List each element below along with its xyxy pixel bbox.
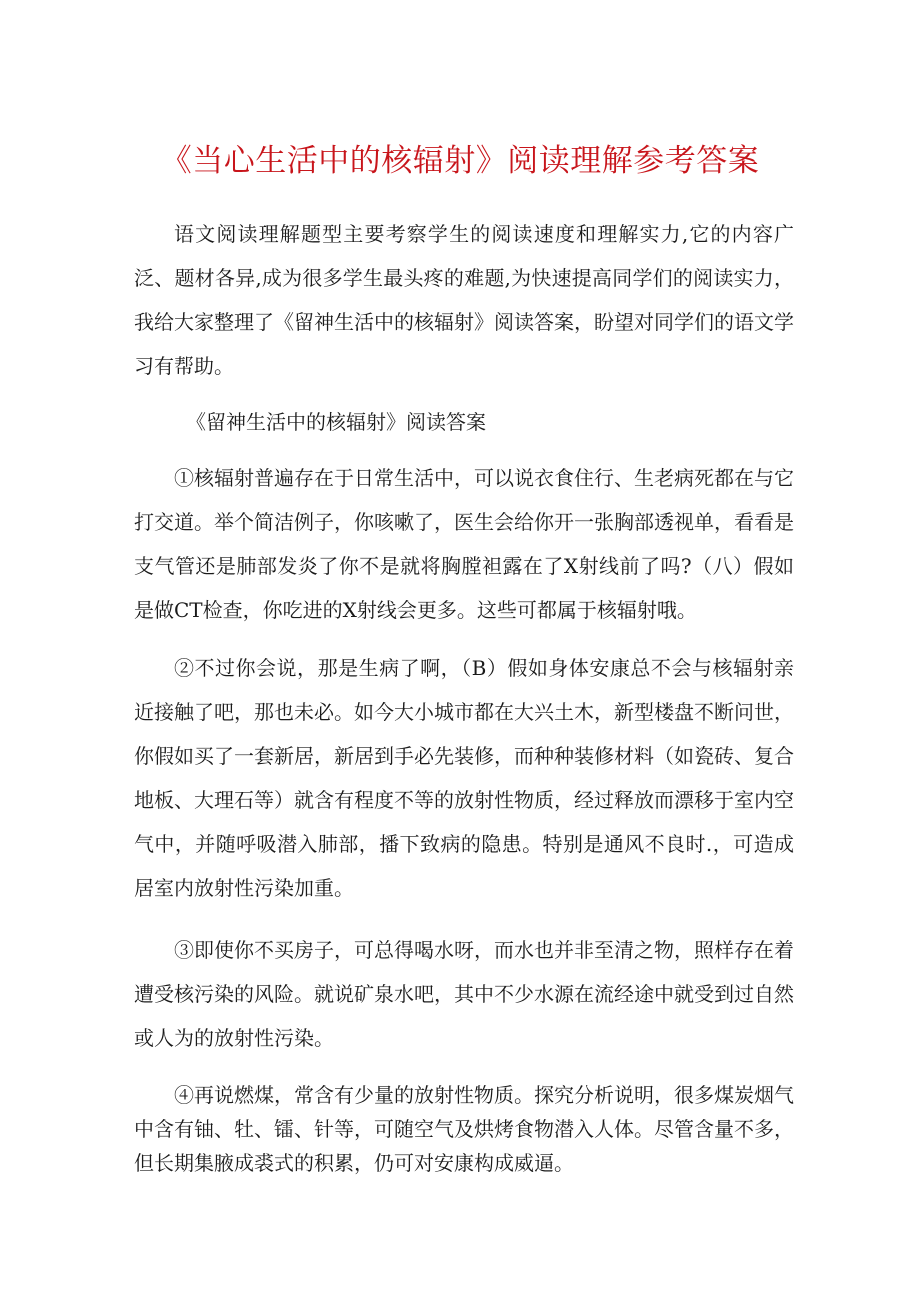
- paragraph-3: ③即使你不买房子，可总得喝水呀，而水也并非至清之物，照样存在着遭受核污染的风险。就说矿泉水吧，其中不少水源在流经途中就受到过自然或人为的放射性污染。: [134, 938, 794, 1050]
- document-title: 《当心生活中的核辐射》阅读理解参考答案: [160, 143, 760, 179]
- intro-paragraph: 语文阅读理解题型主要考察学生的阅读速度和理解实力,它的内容广泛、题材各异,成为很多学生最头疼的难题,为快速提高同学们的阅读实力，我给大家整理了《留神生活中的核辐射》阅读答案，盼望对同学们的语文学习有帮助。: [134, 222, 794, 378]
- paragraph-1: ①核辐射普遍存在于日常生活中，可以说衣食住行、生老病死都在与它打交道。举个简洁例子，你咳嗽了，医生会给你开一张胸部透视单，看看是支气管还是肺部发炎了你不是就将胸膛袒露在了X射线前了吗?（八）假如是做CT检查，你吃进的X射线会更多。这些可都属于核辐射哦。: [134, 466, 794, 622]
- paragraph-2: ②不过你会说，那是生病了啊，（B）假如身体安康总不会与核辐射亲近接触了吧，那也未必。如今大小城市都在大兴土木，新型楼盘不断问世，你假如买了一套新居，新居到手必先装修，而种种装修材料（如瓷砖、复合地板、大理石等）就含有程度不等的放射性物质，经过释放而漂移于室内空气中，并随呼吸潜入肺部，播下致病的隐患。特别是通风不良时.，可造成居室内放射性污染加重。: [134, 656, 794, 900]
- answer-subheading: 《留神生活中的核辐射》阅读答案: [186, 410, 486, 434]
- document-body: [134, 212, 794, 1180]
- paragraph-4: ④再说燃煤，常含有少量的放射性物质。探究分析说明，很多煤炭烟气中含有铀、牡、镭、针等，可随空气及烘烤食物潜入人体。尽管含量不多，但长期集腋成裘式的积累，仍可对安康构成威逼。: [134, 1083, 794, 1175]
